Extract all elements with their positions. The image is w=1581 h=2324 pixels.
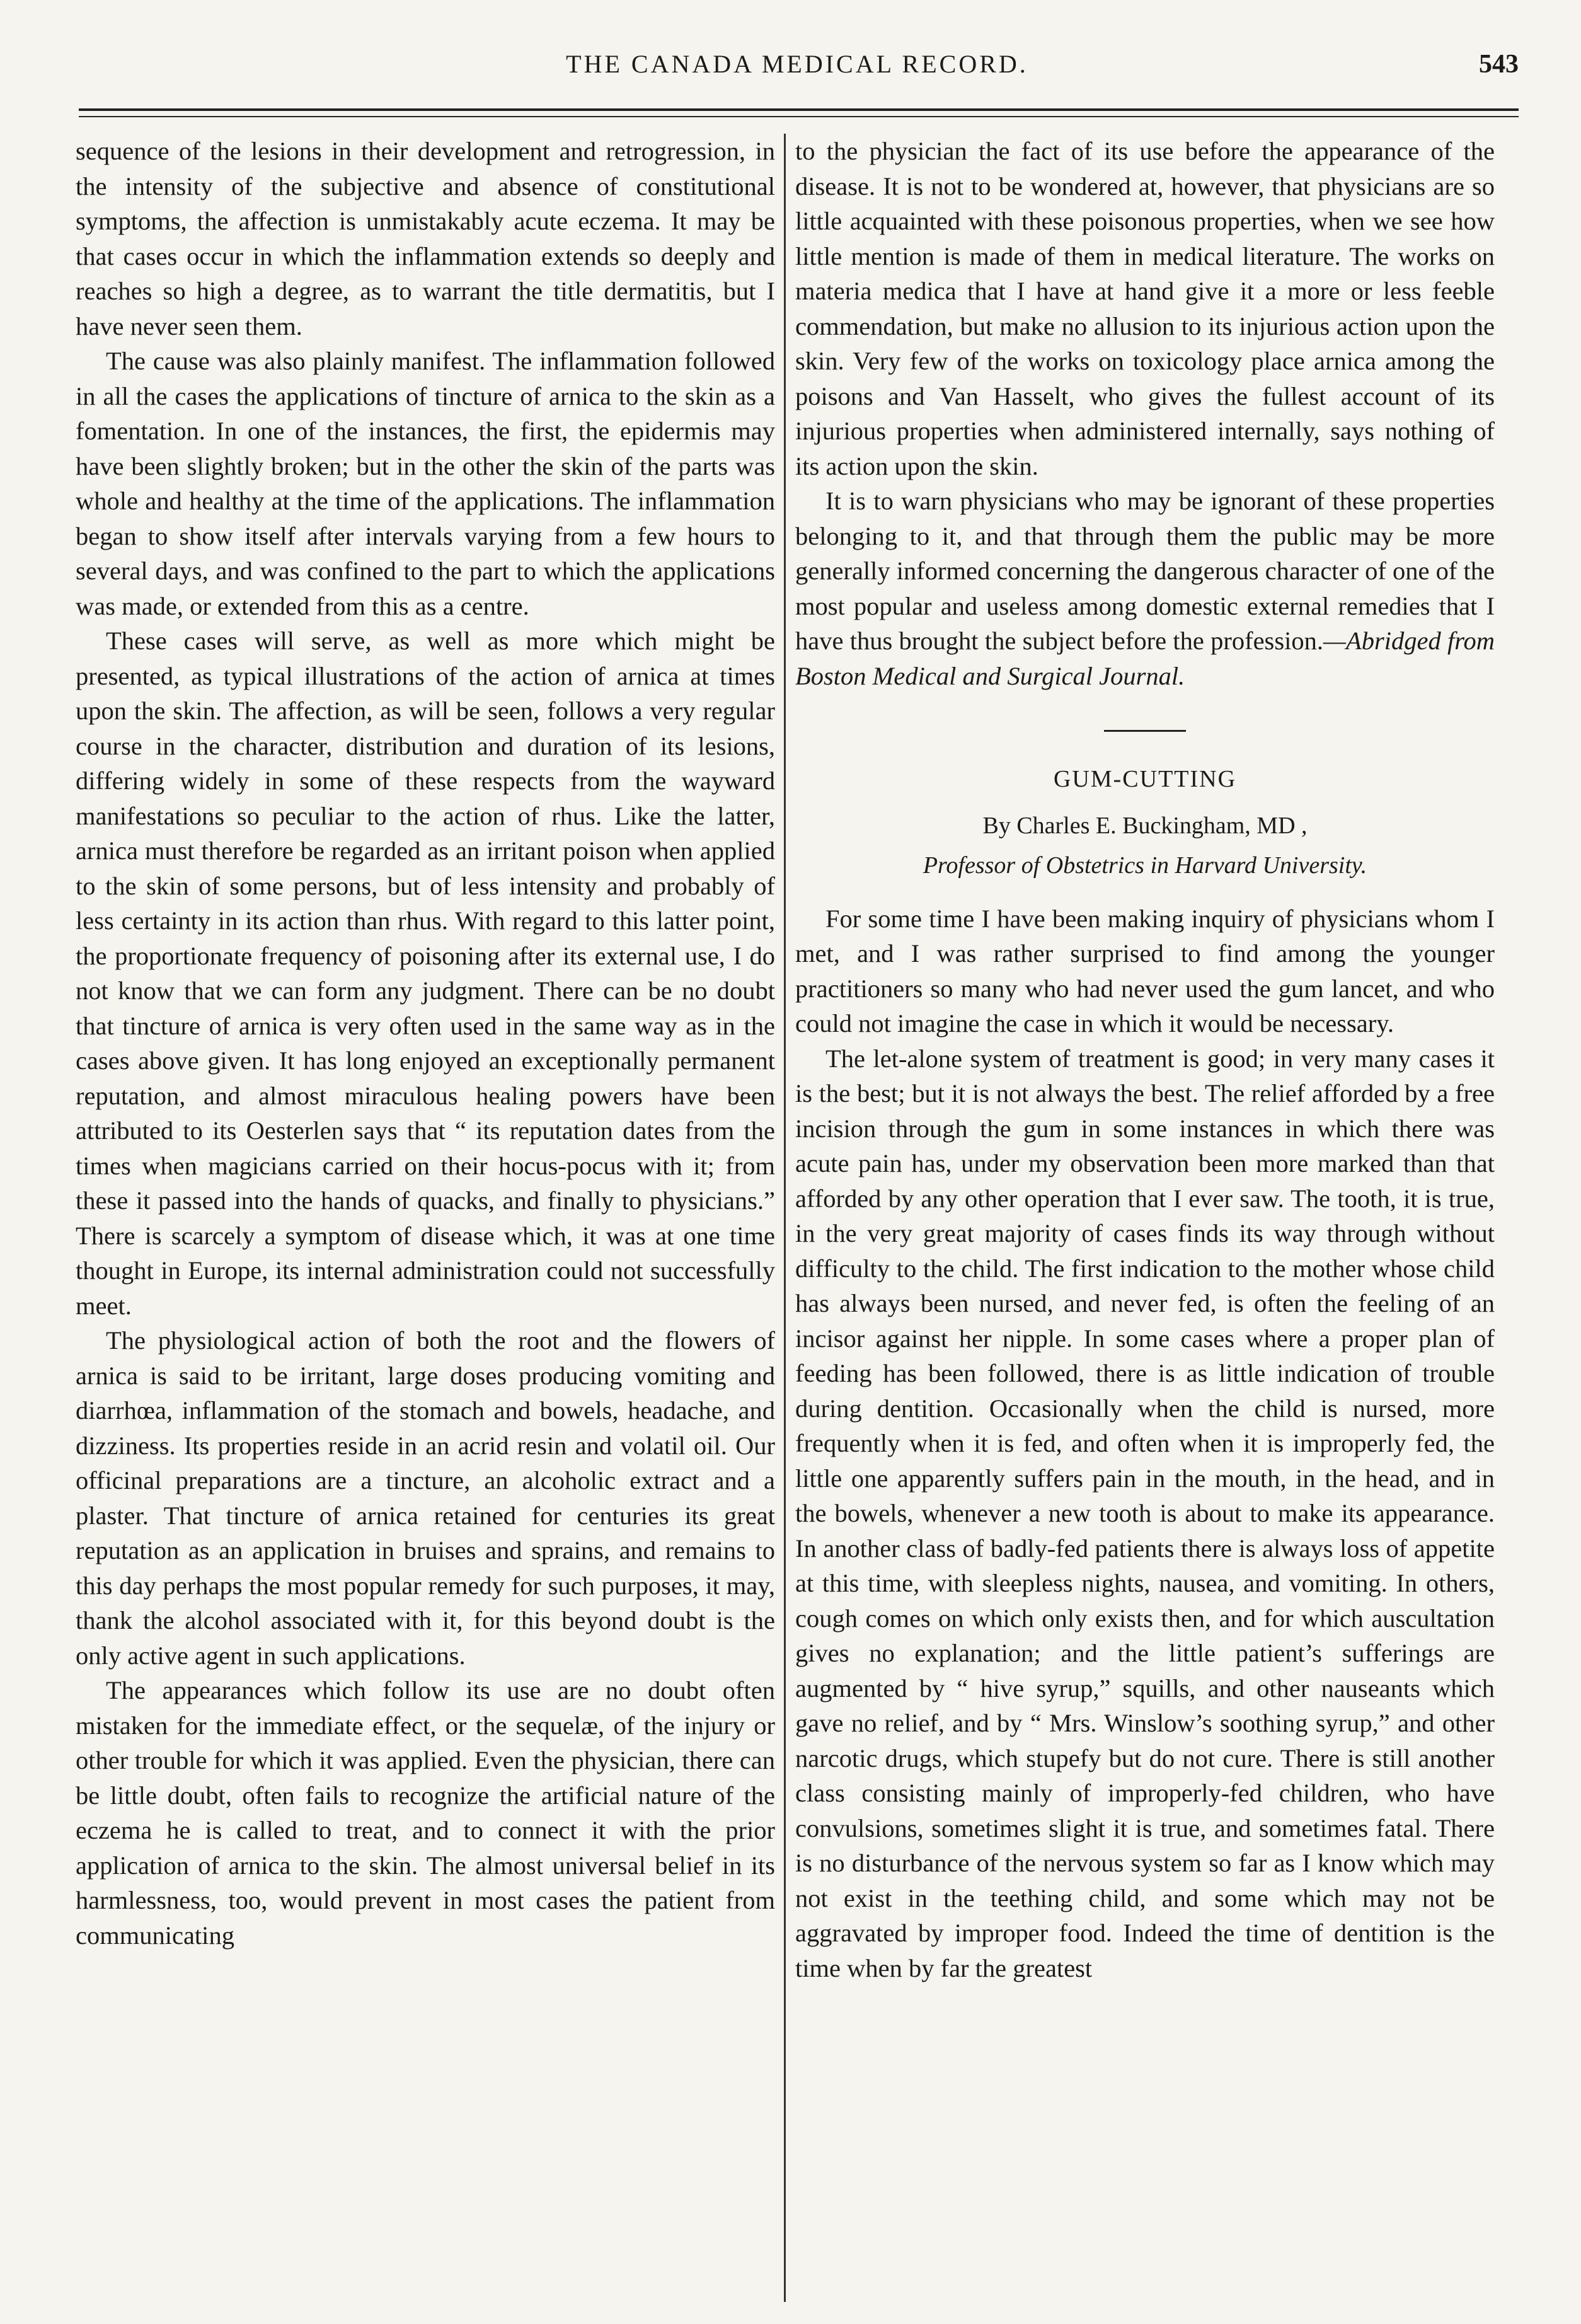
paragraph-text: It is to warn physicians who may be ignorant of these properties belonging to it, and that through them the public may be more generally informed concerning the dangerous character of one of the most popular and useless among domestic external remedies that I have thus brought the subject before the profession. bbox=[795, 487, 1495, 655]
paragraph: to the physician the fact of its use before the appearance of the disease. It is not to be wondered at, however, that physicians are so little acquainted with these poisonous properties, when we see how little mention is made of them in medical literature. The works on materia medica that I have at hand give it a more or less feeble commendation, but make no allusion to its injurious action upon the skin. Very few of the works on toxicology place arnica among the poisons and Van Hasselt, who gives the fullest account of its injurious properties when administered internally, says nothing of its action upon the skin. bbox=[795, 137, 1495, 480]
author-byline: By Charles E. Buckingham, MD , bbox=[982, 812, 1308, 839]
right-column bbox=[795, 134, 1495, 2302]
paragraph: These cases will serve, as well as more which might be presented, as typical illustrations of the action of arnica at times upon the skin. The affection, as will be seen, follows a very regular course in the character, distribution and duration of its lesions, differing widely in some of these respects from the wayward manifestations so peculiar to the action of rhus. Like the latter, arnica must therefore be regarded as an irritant poison when applied to the skin of some persons, but of less intensity and probably of less certainty in its action than rhus. With regard to this latter point, the proportionate frequency of poisoning after its external use, I do not know that we can form any judgment. There can be no doubt that tincture of arnica is very often used in the same way as in the cases above given. It has long enjoyed an exceptionally permanent reputation, and almost miraculous healing powers have been attributed to its Oesterlen says that “ its reputation dates from the times when magicians carried on their hocus-pocus with it; from these it passed into the hands of quacks, and finally to physicians.” There is scarcely a symptom of disease which, it was at one time thought in Europe, its internal administration could not successfully meet. bbox=[76, 627, 775, 1320]
page-header bbox=[76, 47, 1519, 91]
source-citation: —Abridged from Boston Medical and Surgical Journal. bbox=[795, 627, 1495, 690]
header-rule bbox=[79, 108, 1519, 111]
page-number: 543 bbox=[1479, 50, 1519, 79]
paragraph: The appearances which follow its use are no doubt often mistaken for the immediate effect, or the sequelæ, of the injury or other trouble for which it was applied. Even the physician, there can be little doubt, often fails to recognize the artificial nature of the eczema he is called to treat, and to connect it with the prior application of arnica to the skin. The almost universal belief in its harmlessness, too, would prevent in most cases the patient from communicating bbox=[76, 1676, 775, 1950]
paragraph: The cause was also plainly manifest. The inflammation followed in all the cases the applications of tincture of arnica to the skin as a fomentation. In one of the instances, the first, the epidermis may have been slightly broken; but in the other the skin of the parts was whole and healthy at the time of the applications. The inflammation began to show itself after intervals varying from a few hours to several days, and was confined to the part to which the applications was made, or extended from this as a centre. bbox=[76, 347, 775, 620]
paragraph: The physiological action of both the root and the flowers of arnica is said to be irritant, large doses producing vomiting and diarrhœa, inflammation of the stomach and bowels, headache, and dizziness. Its properties reside in an acrid resin and volatil oil. Our officinal preparations are a tincture, an alcoholic extract and a plaster. That tincture of arnica retained for centuries its great reputation as an application in bruises and sprains, and remains to this day perhaps the most popular remedy for such purposes, it may, thank the alcohol associated with it, for this beyond doubt is the only active agent in such applications. bbox=[76, 1326, 775, 1670]
section-divider bbox=[1104, 730, 1186, 732]
paragraph: For some time I have been making inquiry of physicians whom I met, and I was rather surprised to find among the younger practitioners so many who had never used the gum lancet, and who could not imagine the case in which it would be necessary. bbox=[795, 904, 1495, 1038]
running-title: THE CANADA MEDICAL RECORD. bbox=[566, 50, 1028, 78]
author-affiliation: Professor of Obstetrics in Harvard University. bbox=[923, 852, 1367, 879]
header-rule-thin bbox=[79, 116, 1519, 117]
left-column bbox=[76, 134, 775, 2302]
paragraph: sequence of the lesions in their development and retrogression, in the intensity of the subjective and absence of constitutional symptoms, the affection is unmistakably acute eczema. It may be that cases occur in which the inflammation extends so deeply and reaches so high a degree, as to warrant the title dermatitis, but I have never seen them. bbox=[76, 137, 775, 340]
column-divider bbox=[784, 134, 786, 2302]
paragraph: The let-alone system of treatment is good; in very many cases it is the best; but it is not always the best. The relief afforded by a free incision through the gum in some instances in which there was acute pain has, under my observation been more marked than that afforded by any other operation that I ever saw. The tooth, it is true, in the very great majority of cases finds its way through without difficulty to the child. The first indication to the mother whose child has always been nursed, and never fed, is often the feeling of an incisor against her nipple. In some cases where a proper plan of feeding has been followed, there is as little indication of trouble during dentition. Occasionally when the child is nursed, more frequently when it is fed, and often when it is improperly fed, the little one apparently suffers pain in the mouth, in the head, and in the bowels, whenever a new tooth is about to make its appearance. In another class of badly-fed patients there is always loss of appetite at this time, with sleepless nights, nausea, and vomiting. In others, cough comes on which only exists then, and for which auscultation gives no explanation; and the little patient’s sufferings are augmented by “ hive syrup,” squills, and other nauseants which gave no relief, and by “ Mrs. Winslow’s soothing syrup,” and other narcotic drugs, which stupefy but do not cure. There is still another class consisting mainly of improperly-fed children, who have convulsions, sometimes slight it is true, and sometimes fatal. There is no disturbance of the nervous system so far as I know which may not exist in the teething child, and some which may not be aggravated by improper food. Indeed the time of dentition is the time when by far the greatest bbox=[795, 1044, 1495, 1982]
paragraph bbox=[795, 483, 1495, 693]
article-title: GUM-CUTTING bbox=[1053, 766, 1237, 792]
